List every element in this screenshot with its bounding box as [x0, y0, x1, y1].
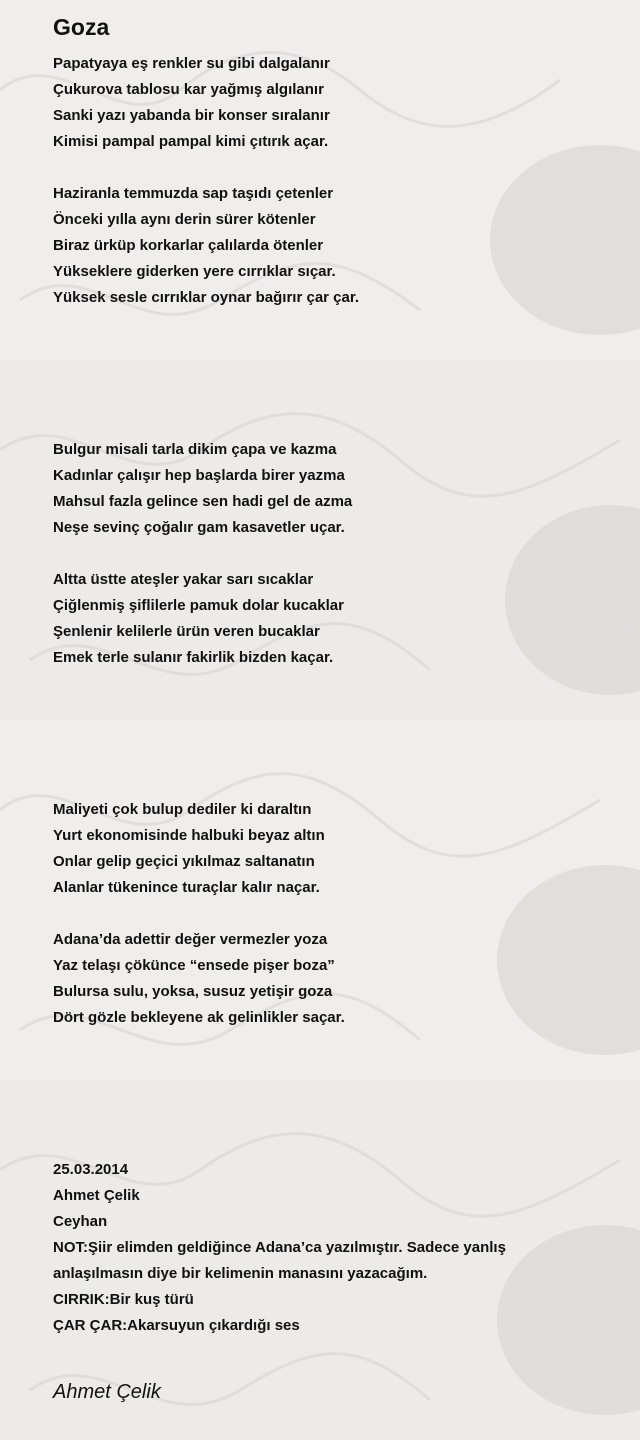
poem-line: Bulgur misali tarla dikim çapa ve kazma — [53, 441, 337, 458]
poem-line: Yaz telaşı çökünce “ensede pişer boza” — [53, 957, 335, 974]
poem-author: Ahmet Çelik — [53, 1187, 140, 1204]
poem-line: Papatyaya eş renkler su gibi dalgalanır — [53, 55, 330, 72]
poem-date: 25.03.2014 — [53, 1161, 129, 1178]
poem-note: NOT:Şiir elimden geldiğince Adana’ca yazılmıştır. Sadece yanlış — [53, 1239, 506, 1256]
author-signature: Ahmet Çelik — [53, 1381, 161, 1403]
poem-line: Onlar gelip geçici yıkılmaz saltanatın — [53, 853, 315, 870]
poem-line: Şenlenir kelilerle ürün veren bucaklar — [53, 623, 320, 640]
poem-line: Dört gözle bekleyene ak gelinlikler saçar. — [53, 1009, 345, 1026]
poem-line: Alanlar tükenince turaçlar kalır naçar. — [53, 879, 320, 896]
poem-line: Yurt ekonomisinde halbuki beyaz altın — [53, 827, 325, 844]
poem-note-continued: anlaşılmasın diye bir kelimenin manasını yazacağım. — [53, 1265, 428, 1282]
poem-line: Çukurova tablosu kar yağmış algılanır — [53, 81, 324, 98]
poem-line: Sanki yazı yabanda bir konser sıralanır — [53, 107, 330, 124]
poem-line: Neşe sevinç çoğalır gam kasavetler uçar. — [53, 519, 345, 536]
poem-line: Emek terle sulanır fakirlik bizden kaçar. — [53, 649, 334, 666]
poem-line: Maliyeti çok bulup dediler ki daraltın — [53, 801, 312, 818]
poem-line: Önceki yılla aynı derin sürer kötenler — [53, 211, 316, 228]
poem-line: Adana’da adettir değer vermezler yoza — [53, 931, 328, 948]
poem-gloss: CIRRIK:Bir kuş türü — [53, 1291, 194, 1308]
poem-line: Yüksek sesle cırrıklar oynar bağırır çar çar. — [53, 289, 360, 306]
poem-line: Bulursa sulu, yoksa, susuz yetişir goza — [53, 983, 333, 1000]
poem-place: Ceyhan — [53, 1213, 108, 1230]
poem-line: Kimisi pampal pampal kimi çıtırık açar. — [53, 133, 329, 150]
poem-line: Haziranla temmuzda sap taşıdı çetenler — [53, 185, 334, 202]
poem-line: Yükseklere giderken yere cırrıklar sıçar. — [53, 263, 336, 280]
poem-line: Mahsul fazla gelince sen hadi gel de azma — [53, 493, 353, 510]
poem-title: Goza — [53, 14, 110, 40]
poem-line: Altta üstte ateşler yakar sarı sıcaklar — [53, 571, 314, 588]
poem-line: Biraz ürküp korkarlar çalılarda ötenler — [53, 237, 324, 254]
poem-line: Çiğlenmiş şiflilerle pamuk dolar kucaklar — [53, 597, 344, 614]
poem-gloss: ÇAR ÇAR:Akarsuyun çıkardığı ses — [53, 1317, 300, 1334]
poem-line: Kadınlar çalışır hep başlarda birer yazma — [53, 467, 345, 484]
